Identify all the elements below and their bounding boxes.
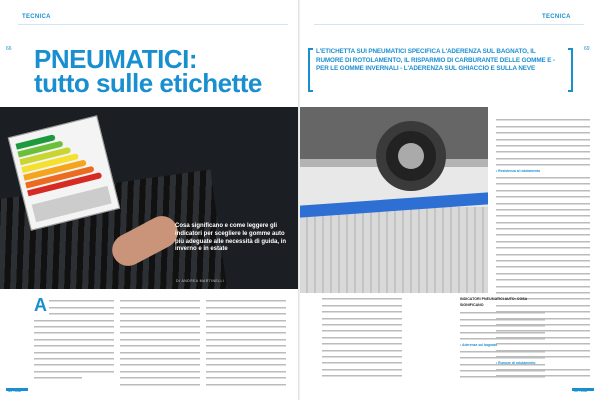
body-column-2 <box>120 298 200 387</box>
body-column-3 <box>206 298 286 387</box>
quote-bracket-left <box>308 48 313 92</box>
article-title-line1: PNEUMATICI: <box>34 44 198 74</box>
subhead-wet-grip: • Aderenza sul bagnato <box>460 342 498 347</box>
drop-cap: A <box>34 295 47 315</box>
quote-bracket-right <box>568 48 573 92</box>
info-box-body <box>460 310 545 380</box>
article-title-line2: tutto sulle etichette <box>34 68 262 98</box>
byline: DI ANDREA MARTINELLI <box>176 279 225 283</box>
section-tag: TECNICA <box>542 14 571 20</box>
wheel-rim <box>398 143 424 169</box>
body-column-1 <box>34 295 114 381</box>
wheel-test-photo <box>300 107 488 293</box>
page-number: 66 <box>6 46 12 52</box>
tire-label-photo <box>0 107 300 289</box>
header-rule <box>314 24 584 25</box>
photo-caption: Cosa significano e come leggere gli indicatori per scegliere le gomme auto più adeguate alle necessità di guida, in inverno e in estate <box>175 223 287 253</box>
header-rule <box>18 24 288 25</box>
subhead-rolling-resistance: • Resistenza al rotolamento <box>496 169 541 174</box>
body-column-left <box>322 296 402 379</box>
test-bench-floor <box>300 207 488 293</box>
footer-brand: inPrima <box>8 389 21 393</box>
section-tag: TECNICA <box>22 14 51 20</box>
footer-brand: inPrima <box>574 389 587 393</box>
page-number: 69 <box>584 46 590 52</box>
right-page <box>300 0 600 400</box>
car-wheel <box>376 121 446 191</box>
info-box-title: INDICATORI PNEUMATICI AUTO: COSA SIGNIFICANO <box>460 297 528 307</box>
pull-quote: L'ETICHETTA SUI PNEUMATICI SPECIFICA L'ADERENZA SUL BAGNATO, IL RUMORE DI ROTOLAMENTO, IL RISPARMIO DI CARBURANTE DELLE GOMME E - PER LE GOMME INVERNALI - L'ADERENZA SUL GHIACCIO E SULLA NEVE <box>316 48 555 72</box>
